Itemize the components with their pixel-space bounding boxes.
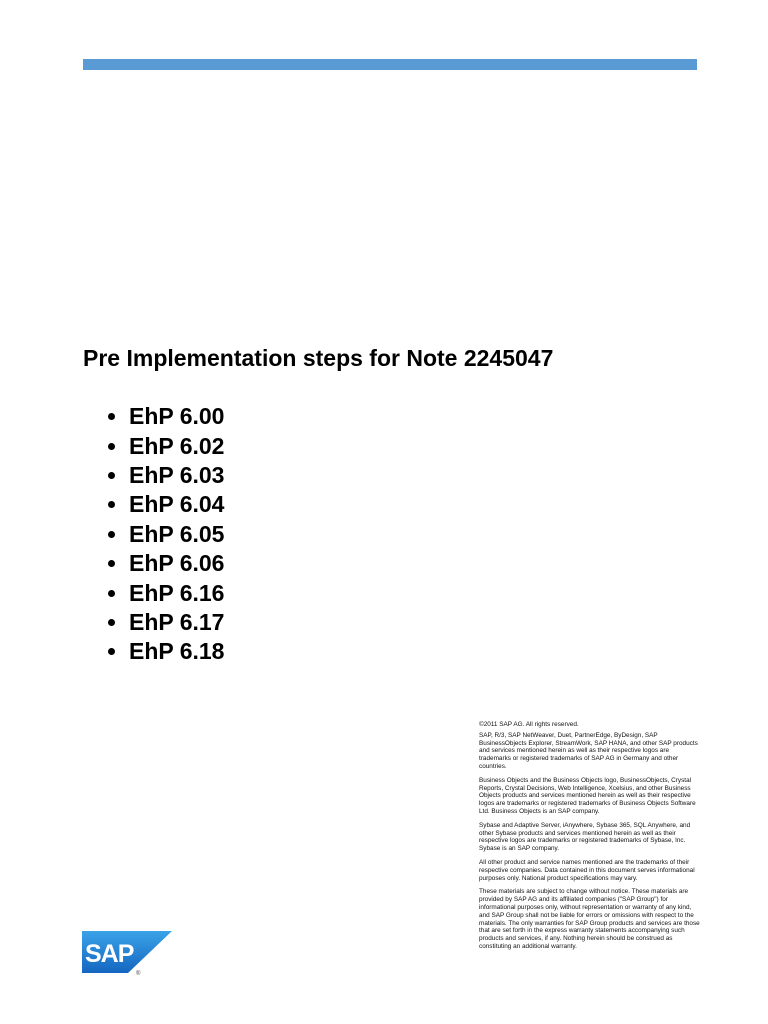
bullet-icon (108, 472, 115, 479)
list-item (83, 578, 224, 607)
legal-paragraph: Business Objects and the Business Objects logo, BusinessObjects, Crystal Reports, Crystal Decisions, Web Intelligence, Xcelsius, and other Business Objects products and services mentioned herein as well as their respective logos are trademarks or registered trademarks of Business Objects Software Ltd. Business Objects is an SAP company. (479, 776, 696, 815)
sap-logo (82, 931, 174, 976)
list-item (83, 637, 224, 666)
ehp-version-label: EhP 6.03 (129, 461, 225, 488)
bullet-icon (108, 413, 115, 420)
list-item (83, 549, 224, 578)
legal-paragraph: All other product and service names mentioned are the trademarks of their respective companies. Data contained in this document serves informational purposes only. National product specifications may vary. (479, 858, 695, 882)
ehp-version-label: EhP 6.17 (129, 608, 225, 635)
list-item (83, 520, 224, 549)
bullet-icon (108, 560, 115, 567)
bullet-icon (108, 619, 115, 626)
ehp-version-label: EhP 6.18 (129, 638, 225, 665)
bullet-icon (108, 443, 115, 450)
registered-mark: ® (136, 971, 141, 976)
legal-paragraph: These materials are subject to change without notice. These materials are provided by SAP AG and its affiliated companies ("SAP Group") for informational purposes only, without representation or warranty of any kind, and SAP Group shall not be liable for errors or omissions with respect to the materials. The only warranties for SAP Group products and services are those that are set forth in the express warranty statements accompanying such products and services, if any. Nothing herein should be construed as constituting an additional warranty. (479, 888, 700, 950)
list-item (83, 402, 224, 431)
list-item (83, 431, 224, 460)
ehp-version-label: EhP 6.06 (129, 550, 225, 577)
bullet-icon (108, 590, 115, 597)
ehp-version-list (83, 402, 224, 667)
list-item (83, 608, 224, 637)
bullet-icon (108, 648, 115, 655)
list-item (83, 461, 224, 490)
sap-logo-text: SAP (85, 940, 134, 968)
ehp-version-label: EhP 6.04 (129, 491, 225, 518)
legal-notice (479, 721, 701, 957)
page-title: Pre Implementation steps for Note 2245047 (83, 345, 554, 371)
copyright-text: ©2011 SAP AG. All rights reserved. (479, 721, 579, 728)
header-accent-bar (83, 59, 697, 70)
bullet-icon (108, 501, 115, 508)
ehp-version-label: EhP 6.02 (129, 432, 225, 459)
ehp-version-label: EhP 6.16 (129, 579, 225, 606)
ehp-version-label: EhP 6.05 (129, 520, 225, 547)
legal-paragraph: SAP, R/3, SAP NetWeaver, Duet, PartnerEdge, ByDesign, SAP BusinessObjects Explorer, StreamWork, SAP HANA, and other SAP products and services mentioned herein as well as their respective logos are trademarks or registered trademarks of SAP AG in Germany and other countries. (479, 731, 698, 770)
bullet-icon (108, 531, 115, 538)
legal-paragraph: Sybase and Adaptive Server, iAnywhere, Sybase 365, SQL Anywhere, and other Sybase products and services mentioned herein as well as their respective logos are trademarks or registered trademarks of Sybase, Inc. Sybase is an SAP company. (479, 821, 691, 853)
ehp-version-label: EhP 6.00 (129, 403, 225, 430)
list-item (83, 490, 224, 519)
